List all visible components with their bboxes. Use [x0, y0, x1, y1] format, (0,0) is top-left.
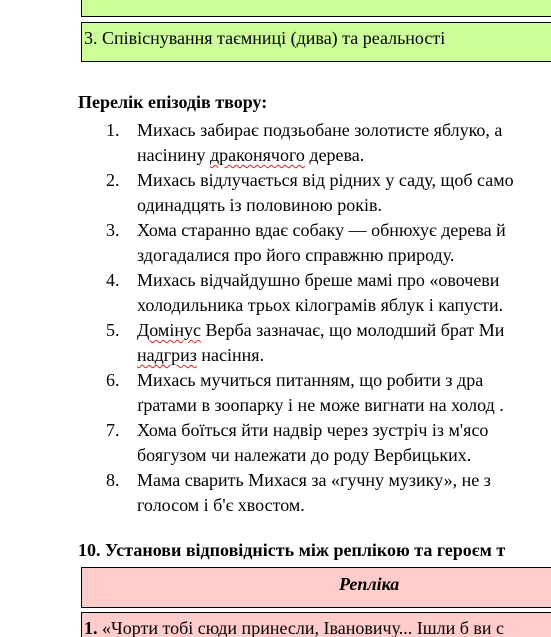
episodes-list — [0, 118, 551, 518]
list-item-number: 5. — [106, 320, 120, 340]
list-item-line: одинадцять із половиною років. — [137, 195, 382, 215]
theme-table-row: 3. Співіснування таємниці (дива) та реальності — [81, 22, 551, 62]
list-item — [0, 368, 551, 418]
list-item-number: 7. — [106, 420, 120, 440]
list-item-number: 6. — [106, 370, 120, 390]
list-item-number: 8. — [106, 470, 120, 490]
spellcheck-word: драконячого — [210, 145, 305, 165]
list-item — [0, 318, 551, 368]
list-item-line — [137, 143, 364, 168]
theme-table-row-partial — [81, 0, 551, 17]
list-item-line: ґратами в зоопарку і не може вигнати на холод . — [137, 395, 504, 415]
list-item-line: Хома старанно вдає собаку — обнюхує дерева й — [137, 220, 506, 240]
spellcheck-word: надгриз — [137, 345, 197, 365]
list-item — [0, 218, 551, 268]
list-item — [0, 418, 551, 468]
list-item — [0, 118, 551, 168]
list-item-number: 4. — [106, 270, 120, 290]
list-item-number: 1. — [106, 120, 120, 140]
list-item-line: Мама сварить Михася за «гучну музику», не з — [137, 470, 491, 490]
spellcheck-word: Домінус — [137, 320, 201, 340]
list-item-line: Михась відчайдушно бреше мамі про «овочеви — [137, 270, 500, 290]
row-quote-text: «Чорти тобі сюди принесли, Івановичу... Ішли б ви с — [97, 618, 505, 637]
list-item-line: Михась мучиться питанням, що робити з дра — [137, 370, 484, 390]
list-item-line — [137, 318, 504, 343]
list-item — [0, 468, 551, 518]
list-item-line: холодильника трьох кілограмів яблук і капусти. — [137, 295, 504, 315]
table-row — [81, 612, 551, 637]
list-item-line: здогадалися про його справжню природу. — [137, 245, 455, 265]
text-run: дерева. — [304, 145, 365, 165]
list-item-line: боягузом чи належати до роду Вербицьких. — [137, 445, 472, 465]
list-item — [0, 268, 551, 318]
list-item-line — [137, 343, 264, 368]
episodes-heading: Перелік епізодів твору: — [78, 92, 268, 112]
text-run: насіння. — [196, 345, 265, 365]
text-run: насінину — [137, 145, 211, 165]
table-header-row — [81, 567, 551, 608]
list-item-number: 2. — [106, 170, 120, 190]
list-item — [0, 168, 551, 218]
list-item-number: 3. — [106, 220, 120, 240]
list-item-line: голосом і б'є хвостом. — [137, 495, 305, 515]
column-header-replica: Репліка — [339, 574, 400, 594]
list-item-line: Михась забирає подзьобане золотисте яблуко, а — [137, 120, 503, 140]
list-item-line: Михась відлучається від рідних у саду, щоб само — [137, 170, 514, 190]
row-number: 1. — [84, 618, 98, 637]
list-item-line: Хома боїться йти надвір через зустріч із м'ясо — [137, 420, 489, 440]
matching-task-heading: 10. Установи відповідність між реплікою та героєм т — [78, 540, 506, 560]
text-run: Верба зазначає, що молодший брат Ми — [200, 320, 505, 340]
